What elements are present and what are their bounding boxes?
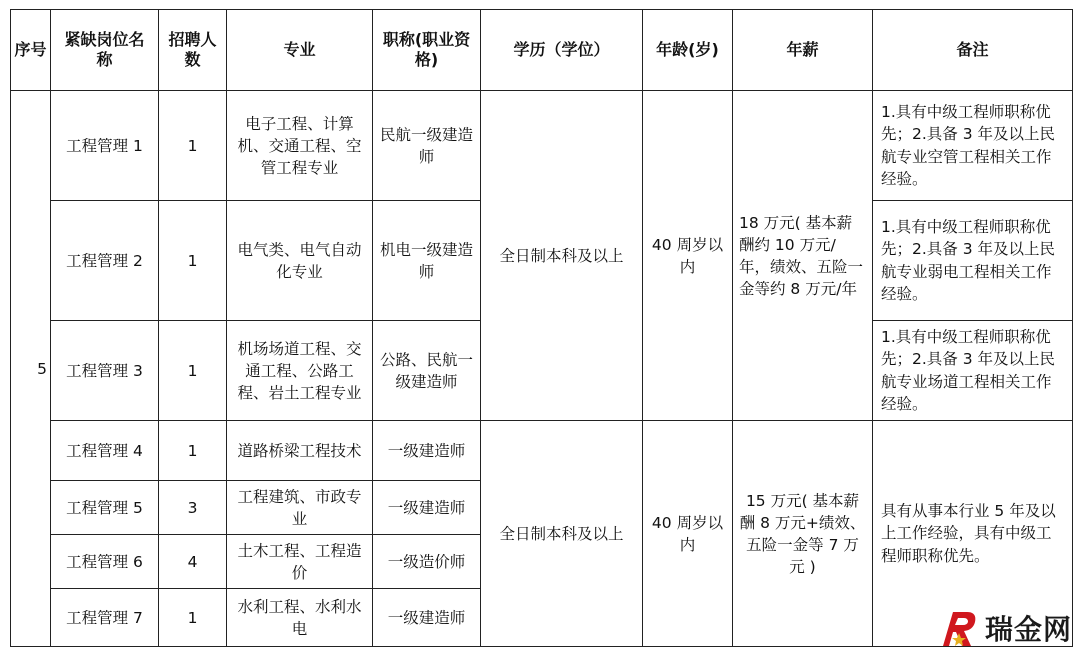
remark-cell: 1.具有中级工程师职称优先；2.具备 3 年及以上民航专业空管工程相关工作经验。 bbox=[873, 91, 1073, 201]
education-cell: 全日制本科及以上 bbox=[481, 91, 643, 421]
education-cell: 全日制本科及以上 bbox=[481, 421, 643, 647]
remark-cell: 1.具有中级工程师职称优先；2.具备 3 年及以上民航专业场道工程相关工作经验。 bbox=[873, 321, 1073, 421]
title-cell: 民航一级建造师 bbox=[373, 91, 481, 201]
major-cell: 工程建筑、市政专业 bbox=[227, 481, 373, 535]
header-age: 年龄(岁) bbox=[643, 10, 733, 91]
recruitment-table bbox=[10, 9, 1073, 647]
title-cell: 机电一级建造师 bbox=[373, 201, 481, 321]
count-cell: 1 bbox=[159, 91, 227, 201]
count-cell: 3 bbox=[159, 481, 227, 535]
major-cell: 土木工程、工程造价 bbox=[227, 535, 373, 589]
header-salary: 年薪 bbox=[733, 10, 873, 91]
title-cell: 公路、民航一级建造师 bbox=[373, 321, 481, 421]
age-cell: 40 周岁以内 bbox=[643, 91, 733, 421]
logo-icon bbox=[937, 606, 981, 650]
header-row bbox=[11, 10, 1073, 91]
age-cell: 40 周岁以内 bbox=[643, 421, 733, 647]
table-row bbox=[11, 91, 1073, 201]
title-cell: 一级建造师 bbox=[373, 481, 481, 535]
header-count: 招聘人数 bbox=[159, 10, 227, 91]
header-position: 紧缺岗位名称 bbox=[51, 10, 159, 91]
title-cell: 一级建造师 bbox=[373, 421, 481, 481]
logo-text: 瑞金网 bbox=[984, 613, 1072, 646]
remark-cell: 具有从事本行业 5 年及以上工作经验，具有中级工程师职称优先。 bbox=[873, 421, 1073, 647]
position-cell: 工程管理 2 bbox=[51, 201, 159, 321]
major-cell: 道路桥梁工程技术 bbox=[227, 421, 373, 481]
salary-cell: 18 万元( 基本薪酬约 10 万元/年，绩效、五险一金等约 8 万元/年 bbox=[733, 91, 873, 421]
count-cell: 1 bbox=[159, 201, 227, 321]
table-row bbox=[11, 421, 1073, 481]
major-cell: 电子工程、计算机、交通工程、空管工程专业 bbox=[227, 91, 373, 201]
remark-cell: 1.具有中级工程师职称优先；2.具备 3 年及以上民航专业弱电工程相关工作经验。 bbox=[873, 201, 1073, 321]
site-watermark bbox=[937, 606, 1072, 650]
count-cell: 1 bbox=[159, 421, 227, 481]
header-seq: 序号 bbox=[11, 10, 51, 91]
position-cell: 工程管理 1 bbox=[51, 91, 159, 201]
count-cell: 1 bbox=[159, 589, 227, 647]
position-cell: 工程管理 3 bbox=[51, 321, 159, 421]
header-education: 学历（学位） bbox=[481, 10, 643, 91]
position-cell: 工程管理 6 bbox=[51, 535, 159, 589]
seq-cell: 5 bbox=[11, 91, 51, 647]
count-cell: 1 bbox=[159, 321, 227, 421]
position-cell: 工程管理 5 bbox=[51, 481, 159, 535]
position-cell: 工程管理 7 bbox=[51, 589, 159, 647]
header-remarks: 备注 bbox=[873, 10, 1073, 91]
major-cell: 机场场道工程、交通工程、公路工程、岩土工程专业 bbox=[227, 321, 373, 421]
position-cell: 工程管理 4 bbox=[51, 421, 159, 481]
major-cell: 水利工程、水利水电 bbox=[227, 589, 373, 647]
count-cell: 4 bbox=[159, 535, 227, 589]
major-cell: 电气类、电气自动化专业 bbox=[227, 201, 373, 321]
header-title: 职称(职业资格) bbox=[373, 10, 481, 91]
title-cell: 一级建造师 bbox=[373, 589, 481, 647]
title-cell: 一级造价师 bbox=[373, 535, 481, 589]
header-major: 专业 bbox=[227, 10, 373, 91]
salary-cell: 15 万元( 基本薪酬 8 万元+绩效、五险一金等 7 万元 ) bbox=[733, 421, 873, 647]
